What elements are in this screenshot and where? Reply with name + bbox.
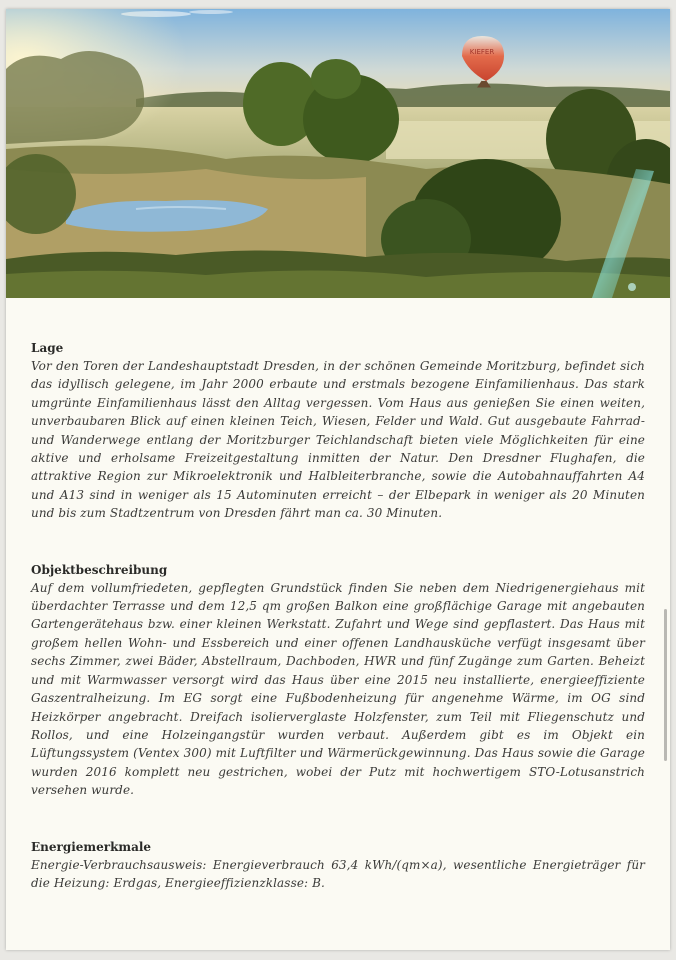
section-text: Auf dem vollumfriedeten, gepflegten Grundstück finden Sie neben dem Niedrigenergiehaus mit überdachter Terrasse und dem 12,5 qm großen Balkon eine großflächige Garage mit angebauten Gartengerätehaus bzw. einer kleinen Werkstatt. Zufahrt und Wege sind gepflastert. Das Haus mit großem hellen Wohn- und Essbereich und einer offenen Landhausküche verfügt insgesamt über sechs Zimmer, zwei Bäder, Abstellraum, Dachboden, HWR und fünf Zugänge zum Garten. Beheizt und mit Warmwasser versorgt wird das Haus über eine 2015 neu installierte, energieeffiziente Gaszentralheizung. Im EG sorgt eine Fußbodenheizung für angenehme Wärme, im OG sind Heizkörper angebracht. Dreifach isolierverglaste Holzfenster, zum Teil mit Fliegenschutz und Rollos, und eine Holzeingangstür wurden verbaut. Außerdem gibt es im Objekt ein Lüftungssystem (Ventex 300) mit Luftfilter und Wärmerückgewinnung. Das Haus sowie die Garage wurden 2016 komplett neu gestrichen, wobei der Putz mit hochwertigem STO-Lotusanstrich versehen wurde. <box>31 580 645 798</box>
balloon-lettering: KIEFER <box>469 48 495 56</box>
section-heading: Lage <box>31 341 64 355</box>
section-text: Energie-Verbrauchsausweis: Energieverbrauch 63,4 kWh/(qm×a), wesentliche Energieträger für die Heizung: Erdgas, Energieeffizienzklasse: B. <box>31 857 645 890</box>
section-heading: Energiemerkmale <box>31 839 152 854</box>
document-page <box>6 9 670 950</box>
section-lage <box>31 339 645 523</box>
document-body <box>31 339 645 930</box>
section-energiemerkmale <box>31 838 645 893</box>
landscape-photo <box>6 9 670 298</box>
section-text: Vor den Toren der Landeshauptstadt Dresden, in der schönen Gemeinde Moritzburg, befindet sich das idyllisch gelegene, im Jahr 2000 erbaute und erstmals bezogene Einfamilienhaus. Das stark umgrünte Einfamilienhaus lässt den Alltag vergessen. Vom Haus aus genießen Sie einen weiten, unverbaubaren Blick auf einen kleinen Teich, Wiesen, Felder und Wald. Gut ausgebaute Fahrrad- und Wanderwege entlang der Moritzburger Teichlandschaft bieten viele Möglichkeiten für eine aktive und erholsame Freizeitgestaltung inmitten der Natur. Den Dresdner Flughafen, die attraktive Region zur Mikroelektronik und Halbleiterbranche, sowie die Autobahnauffahrten A4 und A13 sind in weniger als 15 Autominuten erreicht – der Elbepark in weniger als 20 Minuten und bis zum Stadtzentrum von Dresden fährt man ca. 30 Minuten. <box>31 359 645 521</box>
section-heading: Objektbeschreibung <box>31 562 168 577</box>
section-objektbeschreibung <box>31 561 645 800</box>
scrollbar[interactable] <box>664 609 667 761</box>
